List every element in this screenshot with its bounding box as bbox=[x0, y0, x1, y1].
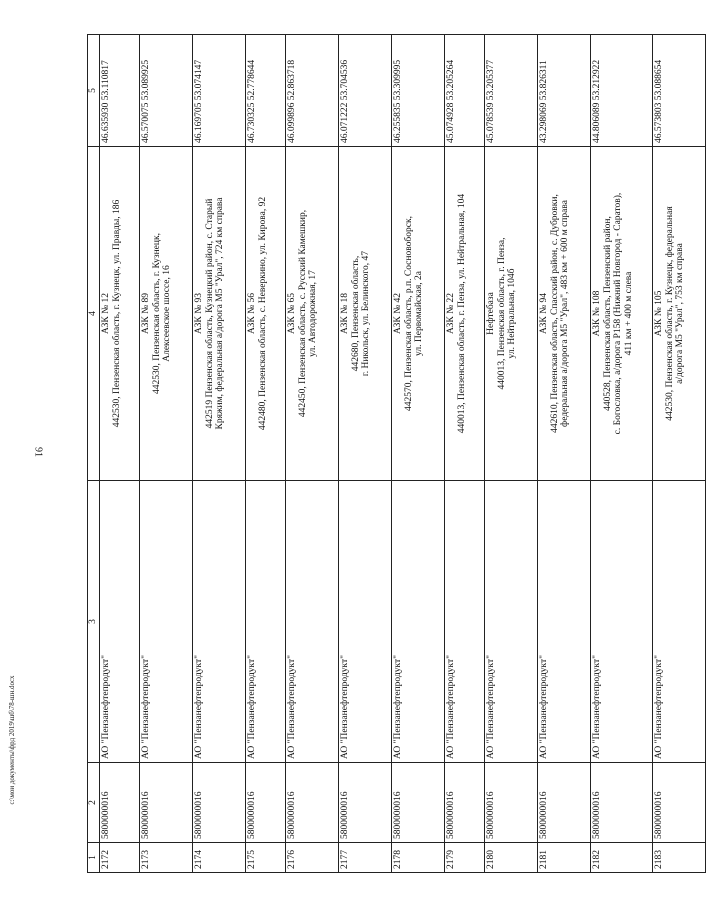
org-code-cell: 5800000016 bbox=[246, 763, 286, 843]
address-line: АЗК № 22 bbox=[446, 292, 456, 335]
organization-cell: АО "Пензанефтепродукт" bbox=[392, 481, 445, 763]
row-number-cell: 2183 bbox=[653, 843, 706, 873]
table-row bbox=[445, 35, 485, 873]
address-line: Алексеевское шоссе, 16 bbox=[162, 265, 173, 362]
address-cell bbox=[653, 147, 706, 481]
address-line: АЗК № 65 bbox=[287, 292, 297, 335]
address-cell bbox=[339, 147, 392, 481]
address-line: Нефтебаза bbox=[486, 292, 496, 335]
address-line: федеральная а/дорога М5 "Урал", 483 км + 600 м справа bbox=[560, 200, 571, 427]
address-cell bbox=[392, 147, 445, 481]
row-number-cell: 2182 bbox=[591, 843, 653, 873]
address-cell bbox=[538, 147, 591, 481]
address-line: 442450, Пензенская область, с. Русский Камешкир, bbox=[297, 209, 308, 418]
table-row bbox=[339, 35, 392, 873]
page-number: 91 bbox=[32, 447, 44, 457]
org-code-cell: 5800000016 bbox=[286, 763, 339, 843]
address-cell bbox=[193, 147, 246, 481]
org-code-cell: 5800000016 bbox=[538, 763, 591, 843]
rotated-table-container bbox=[87, 35, 686, 873]
row-number-cell: 2179 bbox=[445, 843, 485, 873]
column-header-2: 2 bbox=[88, 763, 100, 843]
address-line: 442530, Пензенская область, г. Кузнецк, ул. Правды, 186 bbox=[111, 199, 122, 428]
organization-cell: АО "Пензанефтепродукт" bbox=[591, 481, 653, 763]
org-code-cell: 5800000016 bbox=[392, 763, 445, 843]
address-line: 440013, Пензенская область, г. Пенза, bbox=[496, 237, 507, 390]
footer-file-path: c:\мои документы\фрд 2019\шб\78-шн.docx bbox=[8, 675, 16, 805]
org-code-cell: 5800000016 bbox=[653, 763, 706, 843]
column-header-1: 1 bbox=[88, 843, 100, 873]
org-code-cell: 5800000016 bbox=[591, 763, 653, 843]
coordinates-cell: 46.169705 53.074147 bbox=[193, 35, 246, 147]
table-row bbox=[140, 35, 193, 873]
address-line: 411 км + 400 м слева bbox=[624, 271, 635, 356]
table-row bbox=[538, 35, 591, 873]
address-line: 440528, Пензенская область, Пензенский район, bbox=[602, 216, 613, 411]
row-number-cell: 2177 bbox=[339, 843, 392, 873]
address-line: 442519 Пензенская область, Кузнецкий район, с. Старый bbox=[204, 198, 215, 429]
organization-cell: АО "Пензанефтепродукт" bbox=[485, 481, 538, 763]
address-line: 442570, Пензенская область, р.п. Сосновоборск, bbox=[403, 216, 414, 411]
address-cell bbox=[591, 147, 653, 481]
address-line: АЗК № 108 bbox=[592, 290, 602, 337]
row-number-cell: 2178 bbox=[392, 843, 445, 873]
address-line: а/дорога М5 "Урал", 753 км справа bbox=[675, 243, 686, 384]
address-cell bbox=[100, 147, 140, 481]
column-number-row bbox=[88, 35, 100, 873]
table-row bbox=[653, 35, 706, 873]
address-line: 442680, Пензенская область, bbox=[350, 255, 361, 372]
coordinates-cell: 46.730325 52.778644 bbox=[246, 35, 286, 147]
table-row bbox=[100, 35, 140, 873]
organization-cell: АО "Пензанефтепродукт" bbox=[339, 481, 392, 763]
table-row bbox=[591, 35, 653, 873]
org-code-cell: 5800000016 bbox=[339, 763, 392, 843]
address-line: АЗК № 56 bbox=[247, 292, 257, 335]
org-code-cell: 5800000016 bbox=[140, 763, 193, 843]
coordinates-cell: 46.573803 53.088654 bbox=[653, 35, 706, 147]
registry-table-body bbox=[88, 35, 706, 873]
org-code-cell: 5800000016 bbox=[485, 763, 538, 843]
organization-cell: АО "Пензанефтепродукт" bbox=[140, 481, 193, 763]
table-row bbox=[485, 35, 538, 873]
column-header-3: 3 bbox=[88, 481, 100, 763]
coordinates-cell: 45.078539 53.205377 bbox=[485, 35, 538, 147]
address-line: 442480, Пензенская область, с. Неверкино, ул. Кирова, 92 bbox=[257, 196, 268, 431]
coordinates-cell: 46.071222 53.704536 bbox=[339, 35, 392, 147]
organization-cell: АО "Пензанефтепродукт" bbox=[538, 481, 591, 763]
org-code-cell: 5800000016 bbox=[100, 763, 140, 843]
address-line: АЗК № 12 bbox=[101, 292, 111, 335]
organization-cell: АО "Пензанефтепродукт" bbox=[286, 481, 339, 763]
row-number-cell: 2181 bbox=[538, 843, 591, 873]
org-code-cell: 5800000016 bbox=[445, 763, 485, 843]
address-line: 442610, Пензенская область, Спасский район, с. Дубровки, bbox=[549, 194, 560, 433]
address-line: 442530, Пензенская область, г. Кузнецк, bbox=[151, 233, 162, 394]
organization-cell: АО "Пензанефтепродукт" bbox=[445, 481, 485, 763]
organization-cell: АО "Пензанефтепродукт" bbox=[193, 481, 246, 763]
address-line: ул. Первомайская, 2а bbox=[414, 271, 425, 356]
address-line: г. Никольск, ул. Белинского, 47 bbox=[361, 250, 372, 377]
table-row bbox=[246, 35, 286, 873]
coordinates-cell: 45.074928 53.205264 bbox=[445, 35, 485, 147]
address-cell bbox=[140, 147, 193, 481]
organization-cell: АО "Пензанефтепродукт" bbox=[653, 481, 706, 763]
address-cell bbox=[246, 147, 286, 481]
address-line: Кряжим, федеральная а/дорога М5 "Урал", 724 км справа bbox=[215, 197, 226, 430]
organization-cell: АО "Пензанефтепродукт" bbox=[246, 481, 286, 763]
org-code-cell: 5800000016 bbox=[193, 763, 246, 843]
address-cell bbox=[485, 147, 538, 481]
address-cell bbox=[445, 147, 485, 481]
row-number-cell: 2172 bbox=[100, 843, 140, 873]
organization-cell: АО "Пензанефтепродукт" bbox=[100, 481, 140, 763]
row-number-cell: 2174 bbox=[193, 843, 246, 873]
address-line: АЗК № 18 bbox=[340, 292, 350, 335]
column-header-4: 4 bbox=[88, 147, 100, 481]
coordinates-cell: 46.570075 53.089925 bbox=[140, 35, 193, 147]
row-number-cell: 2175 bbox=[246, 843, 286, 873]
coordinates-cell: 46.255835 53.309995 bbox=[392, 35, 445, 147]
address-line: ул. Автодорожная, 17 bbox=[308, 270, 319, 357]
address-line: ул. Нейтральная, 104б bbox=[507, 268, 518, 359]
address-line: АЗК № 94 bbox=[539, 292, 549, 335]
address-line: 442530, Пензенская область, г. Кузнецк, федеральная bbox=[664, 206, 675, 421]
table-row bbox=[286, 35, 339, 873]
row-number-cell: 2176 bbox=[286, 843, 339, 873]
address-line: АЗК № 93 bbox=[194, 292, 204, 335]
table-row bbox=[193, 35, 246, 873]
address-line: 440013, Пензенская область, г. Пенза, ул. Нейтральная, 104 bbox=[456, 193, 467, 434]
address-line: АЗК № 105 bbox=[654, 290, 664, 337]
coordinates-cell: 46.099896 52.863718 bbox=[286, 35, 339, 147]
registry-table bbox=[87, 34, 706, 873]
address-line: АЗК № 42 bbox=[393, 292, 403, 335]
row-number-cell: 2180 bbox=[485, 843, 538, 873]
coordinates-cell: 44.806089 53.212922 bbox=[591, 35, 653, 147]
address-cell bbox=[286, 147, 339, 481]
coordinates-cell: 43.298069 53.826311 bbox=[538, 35, 591, 147]
coordinates-cell: 46.635930 53.110817 bbox=[100, 35, 140, 147]
row-number-cell: 2173 bbox=[140, 843, 193, 873]
column-header-5: 5 bbox=[88, 35, 100, 147]
table-row bbox=[392, 35, 445, 873]
address-line: АЗК № 89 bbox=[141, 292, 151, 335]
address-line: с. Богословка, а/дорога Р158 (Нижний Новгород - Саратов), bbox=[613, 192, 624, 435]
